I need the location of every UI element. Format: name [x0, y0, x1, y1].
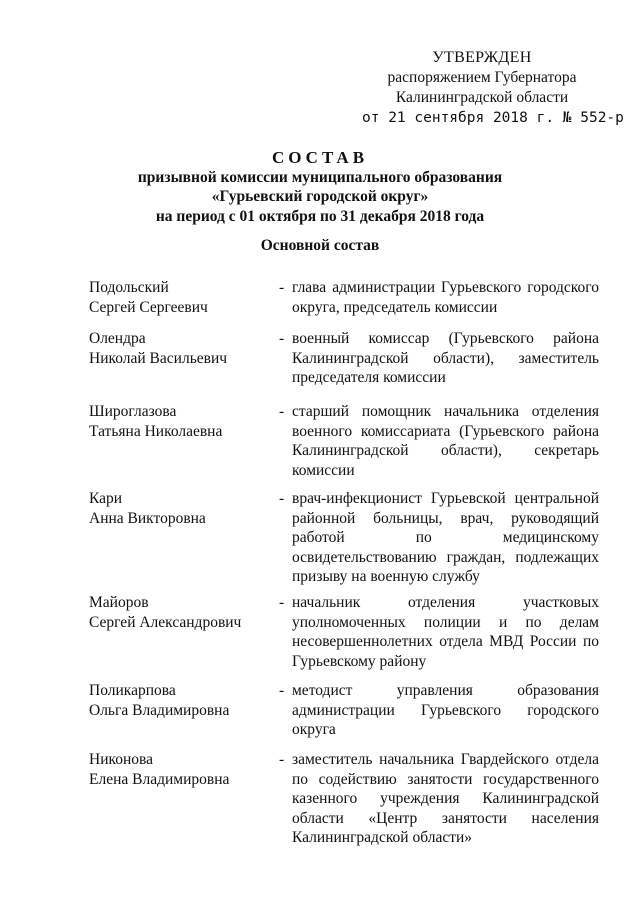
- member-given-name: Сергей Сергеевич: [89, 298, 208, 316]
- member-role: врач-инфекционист Гурьевской центральной районной больницы, врач, руководящий работой по медицинскому освидетельствованию граждан, подлежащих призыву на военную службу: [292, 490, 599, 585]
- document-heading: [0, 148, 640, 226]
- member-name: [89, 278, 279, 317]
- approval-date: от 21 сентября 2018 г. № 552-р: [362, 110, 624, 126]
- member-given-name: Татьяна Николаевна: [89, 422, 223, 440]
- member-name: [89, 329, 279, 368]
- heading-line-1: призывной комиссии муниципального образования: [137, 168, 503, 186]
- dash-separator: -: [279, 490, 285, 507]
- dash-separator: -: [279, 279, 285, 296]
- section-title: Основной состав: [260, 237, 380, 254]
- member-surname: Кари: [89, 490, 123, 507]
- member-name: [89, 750, 279, 789]
- member-role: заместитель начальника Гвардейского отдела по содействию занятости государственного казенного учреждения Калининградской области «Центр занятости населения Калининградской области»: [292, 751, 599, 846]
- approval-title: УТВЕРЖДЕН: [432, 49, 532, 66]
- member-surname: Поликарпова: [89, 682, 176, 699]
- member-role: военный комиссар (Гурьевского района Калининградской области), заместитель председателя комиссии: [292, 330, 599, 386]
- member-name: [89, 489, 279, 528]
- member-surname: Никонова: [89, 751, 154, 768]
- member-surname: Олендра: [89, 330, 146, 347]
- member-given-name: Елена Владимировна: [89, 770, 230, 788]
- dash-separator: -: [279, 594, 285, 611]
- dash-separator: -: [279, 403, 285, 420]
- approval-line-2: Калининградской области: [395, 89, 569, 106]
- member-surname: Подольский: [89, 279, 169, 296]
- heading-line-2: «Гурьевский городской округ»: [211, 188, 429, 205]
- document-title: СОСТАВ: [271, 148, 369, 167]
- dash-separator: -: [279, 330, 285, 347]
- member-role: начальник отделения участковых уполномоченных полиции и по делам несовершеннолетних отдела МВД России по Гурьевскому району: [292, 594, 599, 670]
- member-role: глава администрации Гурьевского городского округа, председатель комиссии: [292, 279, 599, 316]
- member-surname: Майоров: [89, 594, 149, 611]
- member-name: [89, 681, 279, 720]
- member-given-name: Ольга Владимировна: [89, 701, 230, 719]
- member-role: методист управления образования администрации Гурьевского городского округа: [292, 682, 599, 738]
- heading-line-3: на период с 01 октября по 31 декабря 2018 года: [155, 207, 485, 225]
- dash-separator: -: [279, 751, 285, 768]
- member-name: [89, 593, 279, 632]
- approval-line-1: распоряжением Губернатора: [387, 69, 577, 86]
- member-given-name: Анна Викторовна: [89, 509, 206, 527]
- member-role: старший помощник начальника отделения военного комиссариата (Гурьевского района Калининградской области), секретарь комиссии: [292, 403, 599, 479]
- member-name: [89, 402, 279, 441]
- member-given-name: Сергей Александрович: [89, 613, 242, 631]
- member-surname: Широглазова: [89, 403, 177, 420]
- dash-separator: -: [279, 682, 285, 699]
- approval-block: [362, 48, 624, 128]
- member-given-name: Николай Васильевич: [89, 349, 228, 367]
